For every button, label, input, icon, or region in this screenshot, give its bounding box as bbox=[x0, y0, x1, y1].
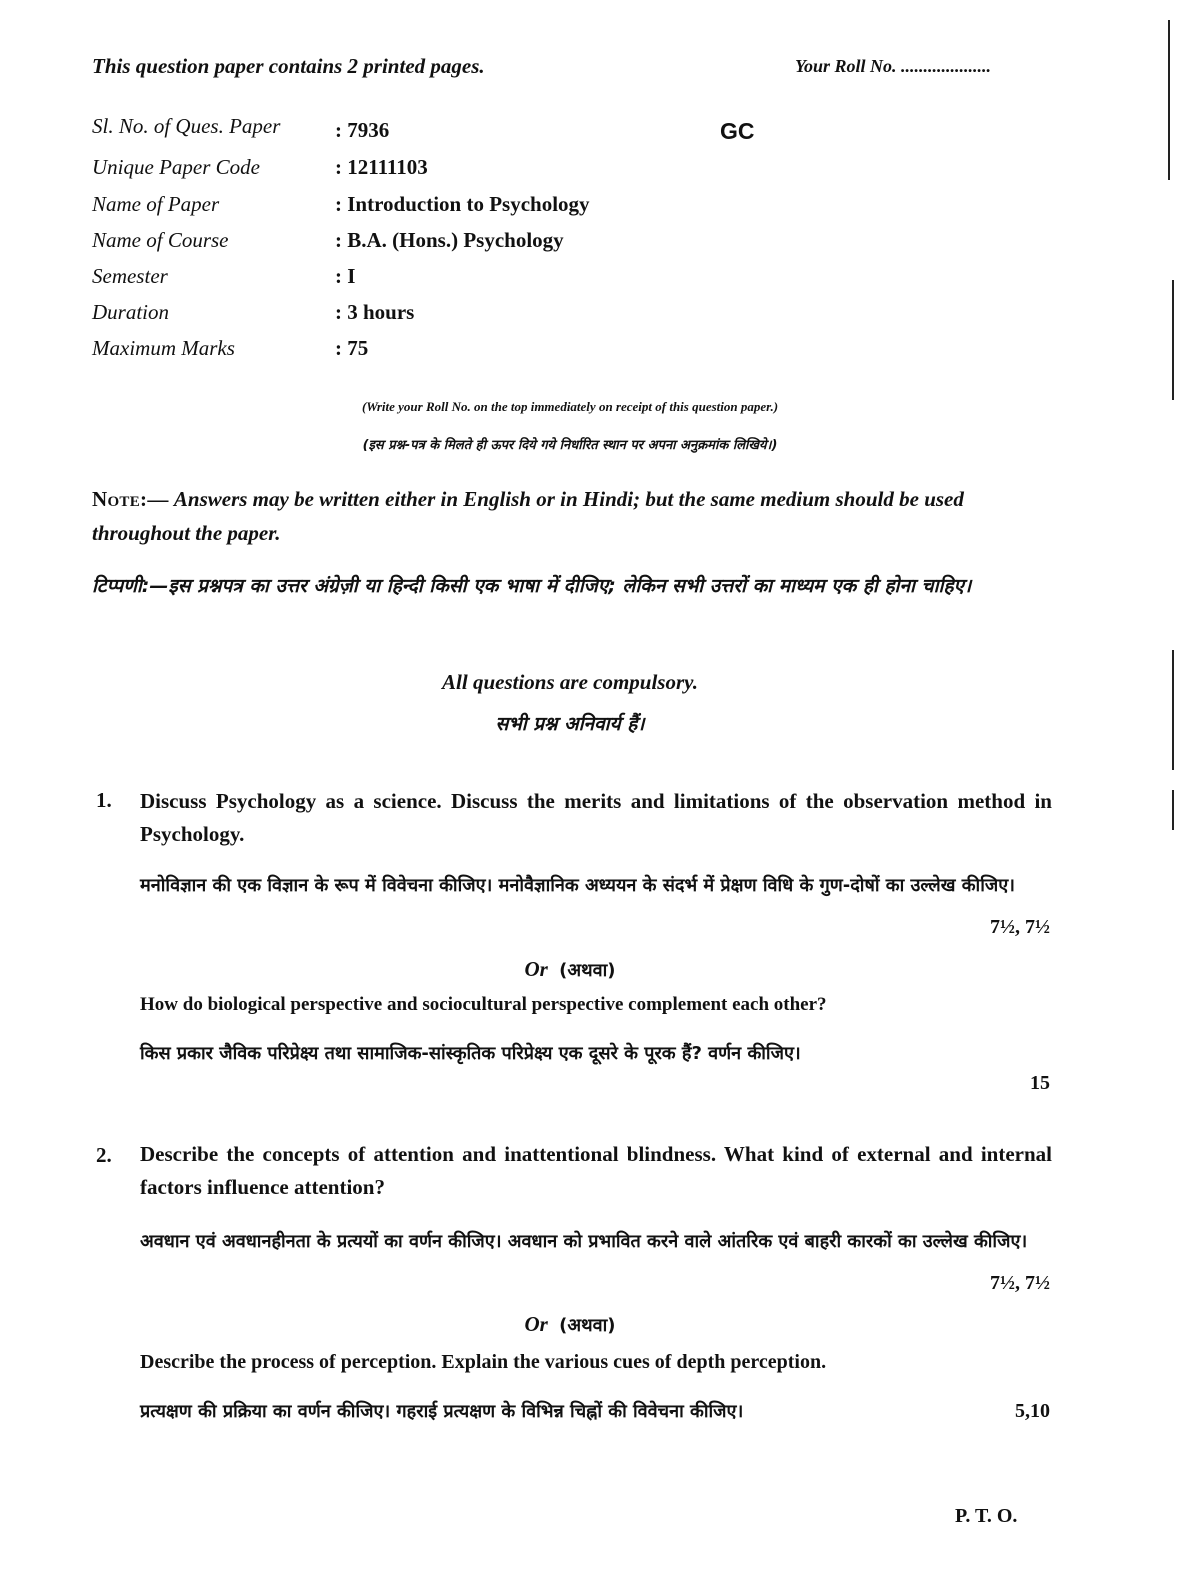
pages-note: This question paper contains 2 printed pages. bbox=[92, 54, 485, 78]
meta-value-paper: : Introduction to Psychology bbox=[335, 192, 590, 216]
or-label-english: Or bbox=[524, 1312, 548, 1336]
meta-label-serial: Sl. No. of Ques. Paper bbox=[92, 114, 281, 138]
question-text-english: Discuss Psychology as a science. Discuss the merits and limitations of the observation method in Psychology. bbox=[140, 789, 1052, 846]
question-marks: 7½, 7½ bbox=[990, 916, 1050, 938]
roll-instruction-english: (Write your Roll No. on the top immediately on receipt of this question paper.) bbox=[361, 399, 779, 414]
or-label-hindi: (अथवा) bbox=[559, 1315, 616, 1336]
meta-label-max-marks: Maximum Marks bbox=[92, 336, 235, 360]
question-marks: 7½, 7½ bbox=[990, 1272, 1050, 1294]
compulsory-hindi: सभी प्रश्न अनिवार्य हैं। bbox=[495, 713, 645, 735]
question-text-hindi: अवधान एवं अवधानहीनता के प्रत्ययों का वर्णन कीजिए। अवधान को प्रभावित करने वाले आंतरिक एवं बाहरी कारकों का उल्लेख कीजिए। bbox=[140, 1231, 1028, 1252]
meta-label-upc: Unique Paper Code bbox=[92, 155, 260, 179]
meta-value-course: : B.A. (Hons.) Psychology bbox=[335, 228, 564, 252]
alt-question-english: Describe the process of perception. Explain the various cues of depth perception. bbox=[140, 1351, 827, 1373]
meta-value-duration: : 3 hours bbox=[335, 300, 415, 324]
note-text: Answers may be written either in English or in Hindi; but the same medium should be used throughout the paper. bbox=[92, 487, 964, 545]
paper-code-badge: GC bbox=[720, 118, 755, 144]
alt-question-hindi: प्रत्यक्षण की प्रक्रिया का वर्णन कीजिए। गहराई प्रत्यक्षण के विभिन्न चिह्नों की विवेचना कीजिए। bbox=[140, 1401, 744, 1422]
or-divider bbox=[0, 957, 1140, 982]
meta-label-semester: Semester bbox=[92, 264, 168, 288]
note-lead: Note:— bbox=[92, 487, 169, 511]
meta-value-max-marks: : 75 bbox=[335, 336, 369, 360]
question-number: 1. bbox=[96, 788, 112, 812]
alt-question-hindi: किस प्रकार जैविक परिप्रेक्ष्य तथा सामाजिक-सांस्कृतिक परिप्रेक्ष्य एक दूसरे के पूरक हैं? वर्णन कीजिए। bbox=[140, 1043, 801, 1064]
meta-value-semester: : I bbox=[335, 264, 356, 288]
alt-question-marks: 5,10 bbox=[1015, 1400, 1050, 1422]
question-text-hindi: मनोविज्ञान की एक विज्ञान के रूप में विवेचना कीजिए। मनोवैज्ञानिक अध्ययन के संदर्भ में प्रेक्षण विधि के गुण-दोषों का उल्लेख कीजिए। bbox=[140, 875, 1015, 896]
meta-value-serial: : 7936 bbox=[335, 118, 390, 142]
meta-label-duration: Duration bbox=[92, 300, 170, 324]
or-label-hindi: (अथवा) bbox=[559, 960, 616, 981]
alt-question-english: How do biological perspective and sociocultural perspective complement each other? bbox=[140, 994, 827, 1015]
pto-label: P. T. O. bbox=[955, 1505, 1018, 1527]
medium-note bbox=[92, 482, 1057, 550]
or-label-english: Or bbox=[524, 957, 548, 981]
question-number: 2. bbox=[96, 1143, 112, 1167]
or-divider bbox=[0, 1312, 1140, 1337]
medium-note-hindi: टिप्पणी:—इस प्रश्नपत्र का उत्तर अंग्रेज़ी या हिन्दी किसी एक भाषा में दीजिए; लेकिन सभी उत्तरों का माध्यम एक ही होना चाहिए। bbox=[92, 575, 972, 597]
scan-edge-line bbox=[1168, 20, 1170, 180]
scan-edge-line bbox=[1172, 790, 1174, 830]
meta-value-upc: : 12111103 bbox=[335, 155, 428, 179]
meta-label-paper: Name of Paper bbox=[92, 192, 220, 216]
alt-question-marks: 15 bbox=[1030, 1072, 1050, 1094]
question-text-english: Describe the concepts of attention and inattentional blindness. What kind of external and internal factors influence attention? bbox=[140, 1142, 1052, 1199]
scan-edge-line bbox=[1172, 650, 1174, 770]
compulsory-english: All questions are compulsory. bbox=[442, 670, 698, 694]
meta-label-course: Name of Course bbox=[92, 228, 229, 252]
roll-instruction-hindi: (इस प्रश्न-पत्र के मिलते ही ऊपर दिये गये निर्धारित स्थान पर अपना अनुक्रमांक लिखिये।) bbox=[362, 438, 778, 453]
roll-no: Your Roll No. .................... bbox=[795, 56, 992, 76]
scan-edge-line bbox=[1172, 280, 1174, 400]
